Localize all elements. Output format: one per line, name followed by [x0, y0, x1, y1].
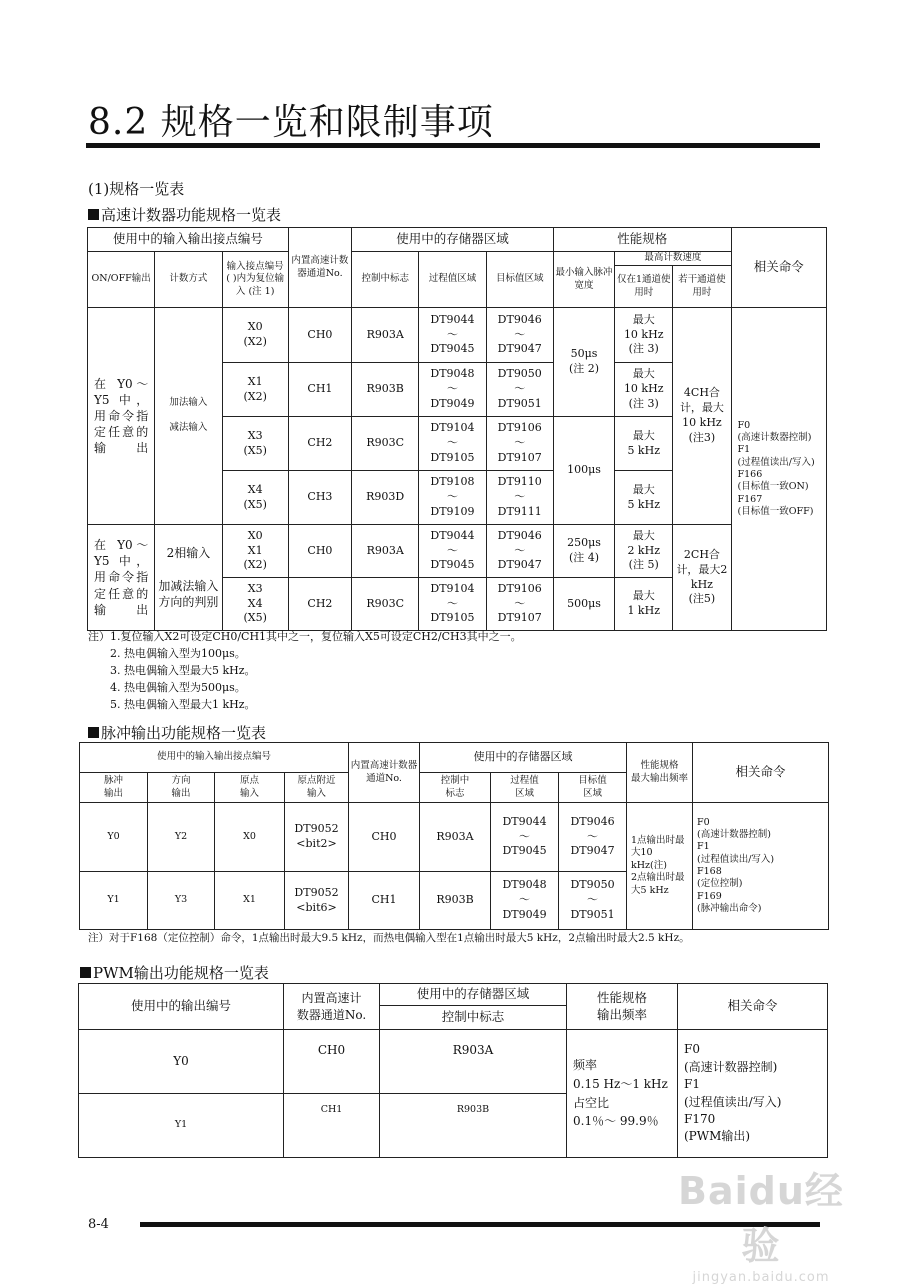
table-cell-target: DT9106 ～ DT9107	[486, 417, 553, 471]
subsection-heading: (1)规格一览表	[88, 180, 185, 198]
table-cell-input: X3 (X5)	[222, 417, 288, 471]
square-bullet-icon	[80, 967, 91, 978]
table-cell-pulse: Y0	[80, 803, 148, 872]
table-cell-process: DT9044 ～ DT9045	[419, 308, 486, 363]
table-cell-commands: F0 (高速计数器控制) F1 (过程值读出/写入) F166 (目标值一致ON) F167 (目标值一致OFF)	[731, 308, 826, 631]
table-cell-flag: R903C	[352, 578, 419, 631]
header-process: 过程值 区域	[491, 773, 559, 803]
table-cell-target: DT9046 ～ DT9047	[559, 803, 627, 872]
note-2: 2. 热电偶输入型为100μs。	[110, 647, 246, 660]
table-cell-target: DT9106 ～ DT9107	[486, 578, 553, 631]
table-cell-direction: Y3	[148, 872, 215, 930]
table-cell-min-width: 250μs (注 4)	[553, 525, 614, 578]
header-pulse-output: 脉冲 输出	[80, 773, 148, 803]
table-cell-input: X4 (X5)	[222, 471, 288, 525]
note-4: 4. 热电偶输入型为500μs。	[110, 681, 246, 694]
notes-counter	[88, 628, 522, 713]
section-heading-pulse: 脉冲输出功能规格一览表	[88, 722, 266, 743]
note-pulse: 注）对于F168（定位控制）命令，1点输出时最大9.5 kHz，而热电偶输入型在1点输出时最大5 kHz，2点输出时最大2.5 kHz。	[88, 932, 690, 944]
header-input: 输入接点编号 ( )内为复位输入 (注 1)	[222, 252, 288, 308]
table-cell-process: DT9044 ～ DT9045	[491, 803, 559, 872]
table-cell-channel: CH0	[349, 803, 420, 872]
header-channel: 内置高速计数器通道No.	[349, 743, 420, 803]
table-cell-process: DT9048 ～ DT9049	[491, 872, 559, 930]
table-cell-speed: 最大 1 kHz	[615, 578, 673, 631]
counter-spec-table	[87, 227, 827, 631]
table-cell-channel: CH0	[288, 308, 351, 363]
header-direction-output: 方向 输出	[148, 773, 215, 803]
header-io: 使用中的输入输出接点编号	[88, 228, 289, 252]
table-cell-target: DT9050 ～ DT9051	[559, 872, 627, 930]
table-cell-input: X0 (X2)	[222, 308, 288, 363]
header-max-speed: 最高计数速度	[615, 252, 731, 266]
table-cell-flag: R903A	[352, 308, 419, 363]
table-cell-channel: CH1	[349, 872, 420, 930]
table-cell-near-origin: DT9052 <bit2>	[285, 803, 349, 872]
header-flag: 控制中标志	[380, 1006, 567, 1030]
pulse-spec-table	[79, 742, 829, 930]
header-performance: 性能规格 输出频率	[567, 984, 678, 1030]
table-cell-min-width: 50μs (注 2)	[553, 308, 614, 417]
table-cell-flag: R903A	[420, 803, 491, 872]
table-cell-speed: 最大 10 kHz (注 3)	[615, 308, 673, 363]
table-cell-process: DT9104 ～ DT9105	[419, 417, 486, 471]
table-cell-channel: CH1	[284, 1094, 380, 1158]
table-cell-output: Y1	[79, 1094, 284, 1158]
watermark-url: jingyan.baidu.com	[692, 1270, 830, 1285]
table-cell-channel: CH3	[288, 471, 351, 525]
watermark	[676, 1160, 846, 1285]
square-bullet-icon	[88, 209, 99, 220]
header-memory: 使用中的存储器区域	[380, 984, 567, 1006]
table-cell-performance: 频率 0.15 Hz～1 kHz 占空比 0.1％～ 99.9％	[567, 1030, 678, 1158]
header-channel: 内置高速计数器通道No.	[288, 228, 351, 308]
note-3: 3. 热电偶输入型最大5 kHz。	[110, 664, 256, 677]
output-description: 在 Y0～Y5 中，用命令指定任意的输出	[88, 525, 155, 631]
header-origin-input: 原点 输入	[215, 773, 285, 803]
table-cell-flag: R903B	[420, 872, 491, 930]
header-count-mode: 计数方式	[155, 252, 222, 308]
table-cell-input: X0 X1 (X2)	[222, 525, 288, 578]
table-cell-channel: CH2	[288, 417, 351, 471]
table-cell-pulse: Y1	[80, 872, 148, 930]
table-cell-flag: R903D	[352, 471, 419, 525]
table-cell-flag: R903A	[380, 1030, 567, 1094]
table-cell-commands: F0 (高速计数器控制) F1 (过程值读出/写入) F168 (定位控制) F169 (脉冲输出命令)	[693, 803, 829, 930]
table-cell-channel: CH1	[288, 363, 351, 417]
header-onoff: ON/OFF输出	[88, 252, 155, 308]
header-io: 使用中的输入输出接点编号	[80, 743, 349, 773]
header-min-width: 最小输入脉冲宽度	[553, 252, 614, 308]
table-cell-channel: CH0	[288, 525, 351, 578]
header-process: 过程值区域	[419, 252, 486, 308]
header-flag: 控制中标志	[352, 252, 419, 308]
table-cell-target: DT9046 ～ DT9047	[486, 308, 553, 363]
section-heading-counter: 高速计数器功能规格一览表	[88, 204, 281, 225]
table-cell-input: X3 X4 (X5)	[222, 578, 288, 631]
table-cell-multi-speed: 2CH合计，最大2 kHz (注5)	[673, 525, 731, 631]
table-cell-origin: X1	[215, 872, 285, 930]
page-title: 8.2 规格一览和限制事项	[88, 102, 494, 143]
header-memory: 使用中的存储器区域	[420, 743, 627, 773]
table-cell-target: DT9050 ～ DT9051	[486, 363, 553, 417]
title-rule	[86, 143, 820, 148]
output-description: 在 Y0～Y5 中，用命令指定任意的输出	[88, 308, 155, 525]
note-1: 注）1.复位输入X2可设定CH0/CH1其中之一，复位输入X5可设定CH2/CH3其中之一。	[88, 630, 522, 643]
header-performance: 性能规格	[553, 228, 731, 252]
table-cell-output: Y0	[79, 1030, 284, 1094]
table-cell-target: DT9046 ～ DT9047	[486, 525, 553, 578]
square-bullet-icon	[88, 727, 99, 738]
table-cell-speed: 最大 10 kHz (注 3)	[615, 363, 673, 417]
table-cell-process: DT9048 ～ DT9049	[419, 363, 486, 417]
header-commands: 相关命令	[678, 984, 828, 1030]
header-target: 目标值区域	[486, 252, 553, 308]
header-near-origin-input: 原点附近 输入	[285, 773, 349, 803]
table-cell-multi-speed: 4CH合计，最大10 kHz (注3)	[673, 308, 731, 525]
table-cell-speed: 最大 5 kHz	[615, 471, 673, 525]
table-cell-process: DT9108 ～ DT9109	[419, 471, 486, 525]
header-flag: 控制中 标志	[420, 773, 491, 803]
table-cell-flag: R903B	[352, 363, 419, 417]
table-cell-speed: 最大 2 kHz (注 5)	[615, 525, 673, 578]
table-cell-flag: R903A	[352, 525, 419, 578]
header-commands: 相关命令	[731, 228, 826, 308]
table-cell-direction: Y2	[148, 803, 215, 872]
table-cell-near-origin: DT9052 <bit6>	[285, 872, 349, 930]
table-cell-flag: R903C	[352, 417, 419, 471]
section-heading-pwm: PWM输出功能规格一览表	[80, 962, 269, 983]
table-cell-performance: 1点输出时最大10 kHz(注) 2点输出时最大5 kHz	[627, 803, 693, 930]
header-output: 使用中的输出编号	[79, 984, 284, 1030]
table-cell-min-width: 500μs	[553, 578, 614, 631]
header-channel: 内置高速计 数器通道No.	[284, 984, 380, 1030]
table-cell-flag: R903B	[380, 1094, 567, 1158]
table-cell-channel: CH0	[284, 1030, 380, 1094]
header-commands: 相关命令	[693, 743, 829, 803]
header-multi-channel: 若干通道使用时	[673, 266, 731, 308]
table-cell-target: DT9110 ～ DT9111	[486, 471, 553, 525]
table-cell-commands: F0 (高速计数器控制) F1 (过程值读出/写入) F170 (PWM输出)	[678, 1030, 828, 1158]
pwm-spec-table	[78, 983, 828, 1158]
header-single-channel: 仅在1通道使用时	[615, 266, 673, 308]
header-performance: 性能规格 最大输出频率	[627, 743, 693, 803]
page-number: 8-4	[88, 1217, 109, 1232]
table-cell-speed: 最大 5 kHz	[615, 417, 673, 471]
table-cell-min-width: 100μs	[553, 417, 614, 525]
table-cell-process: DT9104 ～ DT9105	[419, 578, 486, 631]
watermark-logo: Baidu经验	[678, 1169, 844, 1268]
count-mode-add-sub: 加法输入 减法输入	[155, 308, 222, 525]
table-cell-origin: X0	[215, 803, 285, 872]
header-memory: 使用中的存储器区域	[352, 228, 554, 252]
table-cell-input: X1 (X2)	[222, 363, 288, 417]
table-cell-channel: CH2	[288, 578, 351, 631]
table-cell-process: DT9044 ～ DT9045	[419, 525, 486, 578]
count-mode-two-phase: 2相输入 加减法输入方向的判别	[155, 525, 222, 631]
header-target: 目标值 区域	[559, 773, 627, 803]
note-5: 5. 热电偶输入型最大1 kHz。	[110, 698, 256, 711]
